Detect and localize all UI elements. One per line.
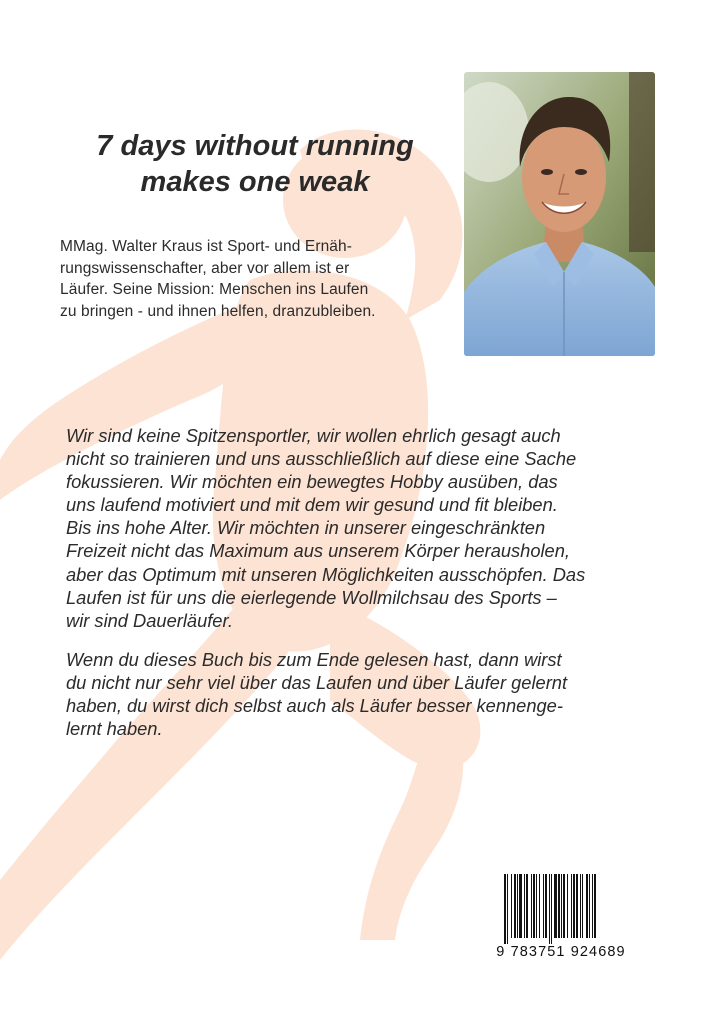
barcode-bar [524,874,525,938]
paragraph-line: haben, du wirst dich selbst auch als Läufer besser kennenge- [66,695,563,717]
barcode-bar [554,874,557,938]
barcode-bar [545,874,547,938]
paragraph-line: lernt haben. [66,718,163,740]
barcode-bar [531,874,532,938]
barcode-bar [567,874,568,938]
barcode-bar [517,874,518,938]
paragraph-line: uns laufend motiviert und mit dem wir gesund und fit bleiben. [66,494,558,516]
paragraph-line: Freizeit nicht das Maximum aus unserem Körper herausholen, [66,540,570,562]
paragraph-line: Wenn du dieses Buch bis zum Ende gelesen hast, dann wirst [66,649,562,670]
barcode-bar [586,874,588,938]
barcode-bar [511,874,512,938]
cover-title [60,128,450,200]
paragraph-line: Wir sind keine Spitzensportler, wir wollen ehrlich gesagt auch [66,425,561,446]
barcode-bar [504,874,506,944]
title-line: makes one weak [140,166,370,198]
title-line: 7 days without running [96,130,414,162]
barcode-bars [486,868,636,944]
barcode-bar [514,874,516,938]
barcode-bar [582,874,583,938]
barcode-bar [580,874,581,938]
barcode-bar [539,874,540,938]
barcode-bar [571,874,572,938]
barcode-bar [592,874,593,938]
barcode-bar [563,874,565,938]
barcode-bar [549,874,550,944]
paragraph-line: Laufen ist für uns die eierlegende Wollmilchsau des Sports – [66,586,557,608]
barcode-bar [519,874,522,938]
author-bio [60,236,445,322]
barcode-bar [589,874,590,938]
description-paragraph-1 [66,424,646,632]
barcode-bar [543,874,544,938]
paragraph-line: Bis ins hohe Alter. Wir möchten in unserer eingeschränkten [66,517,546,539]
barcode-bar [573,874,575,938]
bio-line: zu bringen - und ihnen helfen, dranzubleiben. [60,302,376,320]
barcode-bar [576,874,578,938]
bio-line: MMag. Walter Kraus ist Sport- und Ernäh- [60,238,352,255]
description-paragraph-2 [66,648,646,740]
paragraph-line: wir sind Dauerläufer. [66,609,233,631]
barcode-bar [526,874,528,938]
isbn-barcode [486,868,636,978]
bio-line: rungswissenschafter, aber vor allem ist er [60,259,350,277]
paragraph-line: du nicht nur sehr viel über das Laufen und über Läufer gelernt [66,672,568,694]
barcode-bar [507,874,508,944]
author-photo [464,72,655,356]
bio-line: Läufer. Seine Mission: Menschen ins Laufen [60,281,369,298]
barcode-bar [536,874,537,938]
paragraph-line: aber das Optimum mit unseren Möglichkeiten ausschöpfen. Das [66,563,586,585]
barcode-bar [558,874,560,938]
paragraph-line: fokussieren. Wir möchten ein bewegtes Hobby ausüben, das [66,471,558,493]
barcode-bar [533,874,535,938]
barcode-bar [561,874,562,938]
barcode-bar [551,874,552,944]
isbn-number: 9 783751 924689 [496,944,626,960]
barcode-bar [594,874,596,938]
paragraph-line: nicht so trainieren und uns ausschließlich auf diese eine Sache [66,448,577,470]
